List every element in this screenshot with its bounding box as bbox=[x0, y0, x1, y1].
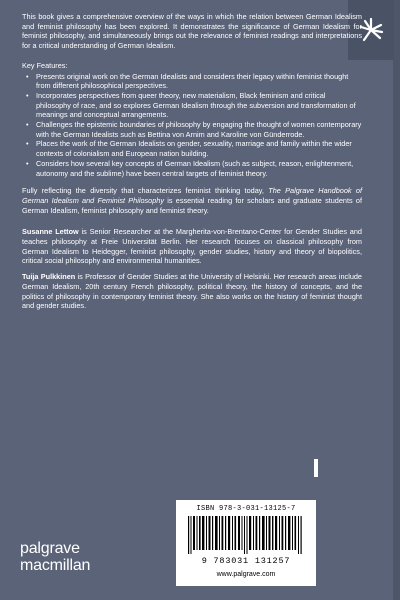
print-mark bbox=[314, 459, 318, 477]
author-bio-text: is Professor of Gender Studies at the University of Helsinki. Her research areas include German Idealism, 20th century French philosophy, political theory, the history of concepts, and the politics of philosophy in contemporary feminist theory. She also works on the history of feminist thought and gender studies. bbox=[22, 272, 362, 311]
key-features-list bbox=[22, 72, 362, 179]
key-features-heading: Key Features: bbox=[22, 60, 68, 70]
closing-paragraph bbox=[22, 186, 362, 215]
barcode-digits: 9 783031 131257 bbox=[201, 556, 291, 566]
publisher-name-line2: macmillan bbox=[20, 557, 91, 574]
barcode-bars bbox=[186, 516, 306, 554]
feature-item: • Considers how several key concepts of German Idealism (such as subject, reason, enlightenment, autonomy and the sublime) have been central targets of feminist theory. bbox=[36, 159, 362, 178]
book-description: This book gives a comprehensive overview of the ways in which the relation between German Idealism and feminist philosophy has been explored. It demonstrates the significance of German Idealism for feminist philosophy, and simultaneously brings out the relevance of feminist readings and interpretations for a critical understanding of German Idealism. bbox=[22, 12, 362, 51]
publisher-logo bbox=[20, 541, 90, 574]
author-name: Tuija Pulkkinen bbox=[22, 272, 76, 282]
back-cover-text bbox=[22, 12, 362, 317]
feature-item: • Places the work of the German Idealists on gender, sexuality, marriage and family within the wider contexts of colonialism and European nation building. bbox=[36, 139, 362, 158]
barcode-panel bbox=[176, 500, 316, 586]
author-name: Susanne Lettow bbox=[22, 227, 79, 237]
feature-item: • Incorporates perspectives from queer theory, new materialism, Black feminism and critical philosophy of race, and so explores German Idealism through the subversion and transformation of meanings and conceptual arrangements. bbox=[36, 91, 362, 120]
feature-item: • Challenges the epistemic boundaries of philosophy by engaging the thought of women contemporary with the German Idealists such as Bettina von Arnim and Karoline von Günderrode. bbox=[36, 120, 362, 139]
author-bio bbox=[22, 227, 362, 266]
closing-text-start: Fully reflecting the diversity that characterizes feminist thinking today, bbox=[22, 186, 269, 196]
publisher-url: www.palgrave.com bbox=[216, 571, 276, 578]
closing-text-end: is essential reading for scholars and graduate students of German Idealism, feminist philosophy and feminist theory. bbox=[22, 195, 362, 215]
publisher-name-line1: palgrave bbox=[20, 540, 80, 557]
author-bio-text: is Senior Researcher at the Margherita-von-Brentano-Center for Gender Studies and teaches philosophy at Freie Universität Berlin. Her research focuses on classical philosophy from German Idealism to Heidegger, feminist philosophy, gender studies, history and theory of biopolitics, critical social philosophy and environmental humanities. bbox=[22, 227, 362, 266]
book-title: The Palgrave Handbook of German Idealism and Feminist Philosophy bbox=[22, 186, 362, 205]
feature-item: • Presents original work on the German Idealists and considers their legacy within feminist thought from different philosophical perspectives. bbox=[36, 72, 362, 91]
cover-edge-strip bbox=[393, 0, 400, 600]
author-bio bbox=[22, 272, 362, 311]
isbn-label: ISBN 978-3-031-13125-7 bbox=[196, 505, 296, 513]
